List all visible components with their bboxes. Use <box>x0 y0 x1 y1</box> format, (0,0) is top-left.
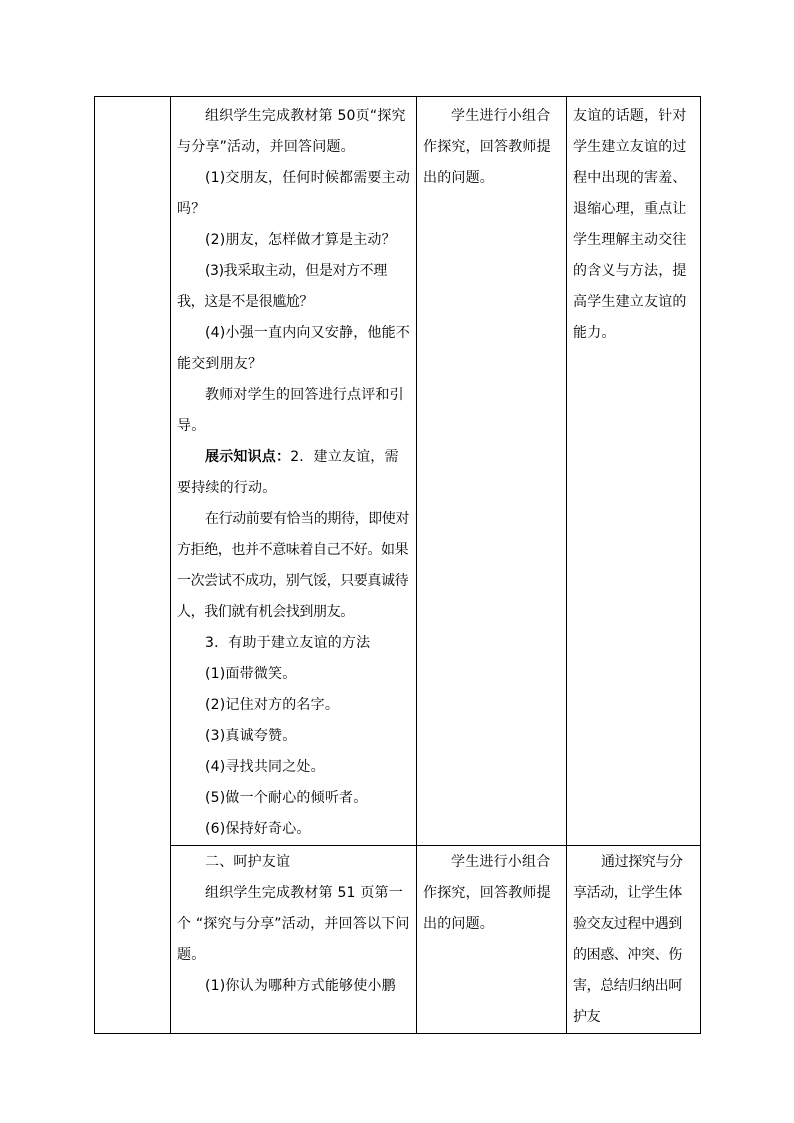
method-item: (1)面带微笑。 <box>205 666 297 682</box>
table-row <box>95 846 701 1034</box>
activity-paragraph: 教师对学生的回答进行点评和引导。 <box>177 387 404 434</box>
design-intent-cell <box>567 846 701 1034</box>
method-item: (2)记住对方的名字。 <box>205 697 340 713</box>
activity-paragraph: 组织学生完成教材第 51 页第一个 “探究与分享”活动，并回答以下问题。 <box>177 885 410 963</box>
activity-question: (4)小强一直内向又安静，他能不能交到朋友？ <box>177 325 411 372</box>
design-intent-text: 通过探究与分享活动，让学生体验交友过程中遇到的困惑、冲突、伤害，总结归纳出呵护友 <box>573 854 683 1025</box>
activity-question: (1)你认为哪种方式能够使小鹏 <box>205 978 396 994</box>
section-heading: 二、呵护友谊 <box>205 854 291 870</box>
lesson-plan-table <box>94 96 701 1034</box>
activity-question: (1)交朋友，任何时候都需要主动吗？ <box>177 170 411 217</box>
student-activity-text: 学生进行小组合作探究，回答教师提出的问题。 <box>423 108 551 186</box>
activity-question: (3)我采取主动，但是对方不理我，这是不是很尴尬？ <box>177 263 387 310</box>
student-activity-text: 学生进行小组合作探究，回答教师提出的问题。 <box>423 854 551 932</box>
method-item: (5)做一个耐心的倾听者。 <box>205 790 368 806</box>
method-heading: 3．有助于建立友谊的方法 <box>205 635 371 651</box>
method-item: (6)保持好奇心。 <box>205 821 311 837</box>
activity-paragraph: 组织学生完成教材第 50页“探究与分享”活动，并回答问题。 <box>177 108 406 155</box>
student-activity-cell <box>417 97 567 846</box>
method-item: (3)真诚夸赞。 <box>205 728 297 744</box>
method-item: (4)寻找共同之处。 <box>205 759 325 775</box>
knowledge-point-text: 2．建立友谊，需要持续的行动。 <box>177 449 399 496</box>
teacher-activity-cell <box>171 846 417 1034</box>
design-intent-cell <box>567 97 701 846</box>
knowledge-point-label: 展示知识点： <box>205 449 291 465</box>
teacher-activity-cell <box>171 97 417 846</box>
student-activity-cell <box>417 846 567 1034</box>
design-intent-text: 友谊的话题，针对学生建立友谊的过程中出现的害羞、退缩心理，重点让学生理解主动交往的含义与方法，提高学生建立友谊的能力。 <box>573 108 687 341</box>
activity-paragraph: 在行动前要有恰当的期待，即使对方拒绝，也并不意味着自己不好。如果一次尝试不成功，别气馁，只要真诚待人，我们就有机会找到朋友。 <box>177 511 409 620</box>
stage-cell <box>95 97 171 1034</box>
table-row <box>95 97 701 846</box>
knowledge-point <box>177 442 411 504</box>
activity-question: (2)朋友，怎样做才算是主动？ <box>205 232 396 248</box>
